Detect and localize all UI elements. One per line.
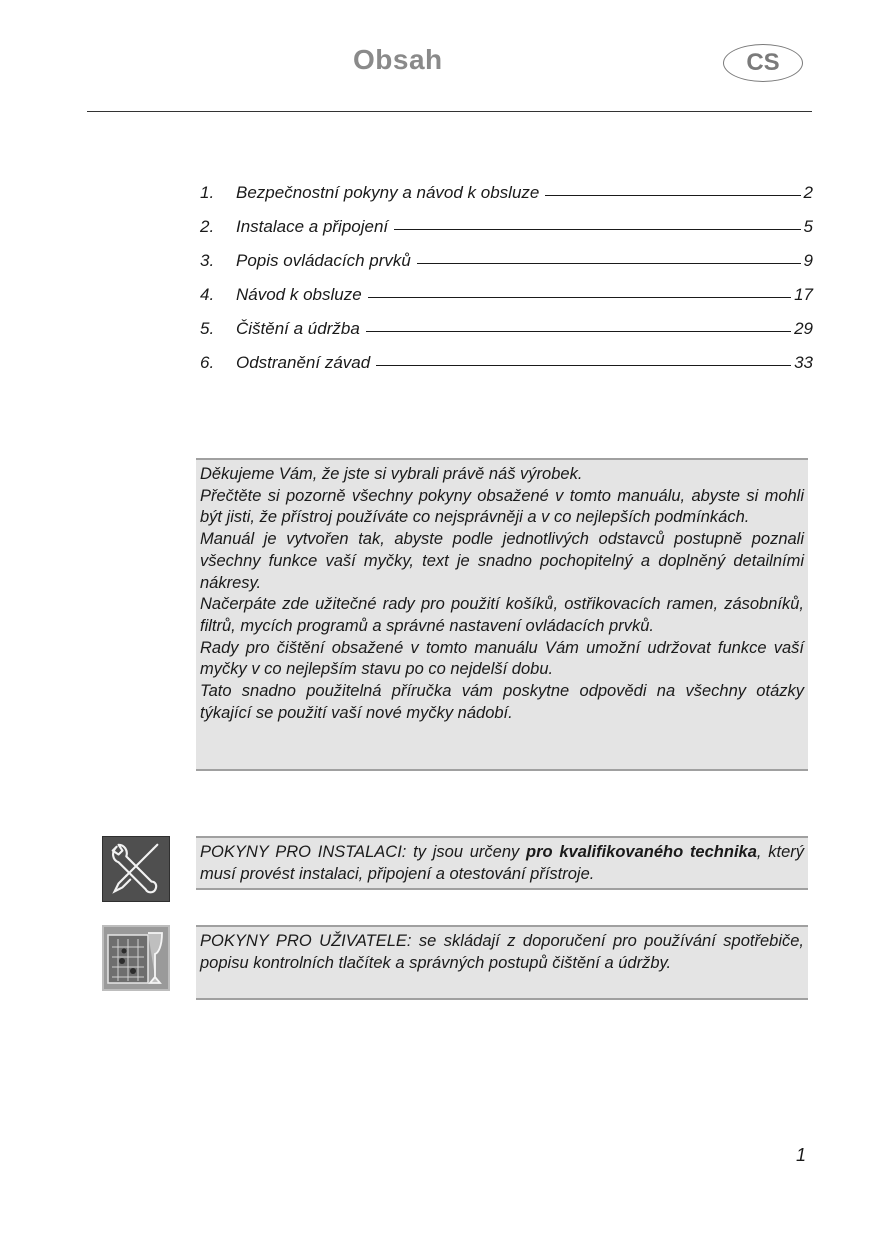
toc-item-number: 6.: [200, 353, 215, 372]
page-title: Obsah: [353, 44, 443, 75]
toc-item-title: Popis ovládacích prvků: [236, 251, 411, 270]
toc-item-page: 29: [794, 319, 813, 338]
install-text-emphasis: pro kvalifikovaného technika: [526, 843, 757, 861]
toc-item[interactable]: [200, 183, 813, 217]
user-instructions-text: POKYNY PRO UŽIVATELE: se skládají z doporučení pro používání spotřebiče, popisu kontrolních tlačítek a správných postupů čištění a údržby.: [200, 932, 804, 972]
toc-leader-line: [368, 297, 791, 298]
toc-item-page: 2: [803, 183, 813, 202]
tools-icon: [102, 836, 170, 902]
language-badge: [723, 44, 803, 82]
toc-leader-line: [376, 365, 791, 366]
toc-item-title: Instalace a připojení: [236, 217, 389, 236]
intro-box: [196, 458, 808, 771]
toc-item-number: 1.: [200, 183, 215, 202]
toc-item[interactable]: [200, 285, 813, 319]
intro-paragraph: Přečtěte si pozorně všechny pokyny obsažené v tomto manuálu, abyste si mohli být jisti, že přístroj používáte co nejsprávněji a v co nejlepších podmínkách.: [200, 486, 804, 527]
install-instructions-text: [200, 842, 804, 885]
table-of-contents: [200, 183, 813, 387]
intro-paragraph: Načerpáte zde užitečné rady pro použití košíků, ostřikovacích ramen, zásobníků, filtrů, mycích programů a správné nastavení ovládacích prvků.: [200, 595, 804, 635]
toc-item-title: Návod k obsluze: [236, 285, 362, 304]
toc-item-title: Bezpečnostní pokyny a návod k obsluze: [236, 183, 540, 202]
toc-item[interactable]: [200, 353, 813, 387]
toc-leader-line: [545, 195, 800, 196]
toc-leader-line: [366, 331, 791, 332]
toc-leader-line: [394, 229, 800, 230]
toc-leader-line: [417, 263, 801, 264]
toc-item-page: 17: [794, 285, 813, 304]
toc-item[interactable]: [200, 251, 813, 285]
dishwasher-glass-icon: [102, 925, 170, 991]
toc-item-title: Čištění a údržba: [236, 319, 360, 338]
install-instructions-box: [196, 836, 808, 890]
toc-item[interactable]: [200, 319, 813, 353]
toc-item-number: 4.: [200, 285, 215, 304]
toc-item-number: 5.: [200, 319, 215, 338]
toc-item-title: Odstranění závad: [236, 353, 371, 372]
toc-item-page: 9: [803, 251, 813, 270]
toc-item[interactable]: [200, 217, 813, 251]
toc-item-number: 2.: [200, 217, 215, 236]
install-text-tail: , který musí provést instalaci, připojení a otestování přístroje.: [200, 843, 804, 883]
toc-item-page: 5: [803, 217, 813, 236]
intro-paragraph: Tato snadno použitelná příručka vám poskytne odpovědi na všechny otázky týkající se použití vaší nové myčky nádobí.: [200, 682, 804, 722]
header-divider: [87, 111, 812, 112]
install-text-lead: POKYNY PRO INSTALACI: ty jsou určeny: [200, 843, 527, 861]
wrench-screwdriver-icon: [103, 837, 169, 901]
dishwasher-basket-icon: [104, 927, 168, 989]
intro-paragraph: Rady pro čištění obsažené v tomto manuálu Vám umožní udržovat funkce vaší myčky v co nejlepším stavu po co nejdelší dobu.: [200, 638, 804, 679]
intro-paragraph: Děkujeme Vám, že jste si vybrali právě náš výrobek.: [200, 465, 583, 483]
user-instructions-box: [196, 925, 808, 1000]
intro-paragraph: Manuál je vytvořen tak, abyste podle jednotlivých odstavců postupně poznali všechny funkce vaší myčky, text je snadno pochopitelný a doplněný detailními nákresy.: [200, 530, 804, 592]
page-number: 1: [796, 1145, 807, 1165]
toc-item-page: 33: [794, 353, 813, 372]
language-badge-label: CS: [746, 49, 780, 76]
toc-item-number: 3.: [200, 251, 215, 270]
